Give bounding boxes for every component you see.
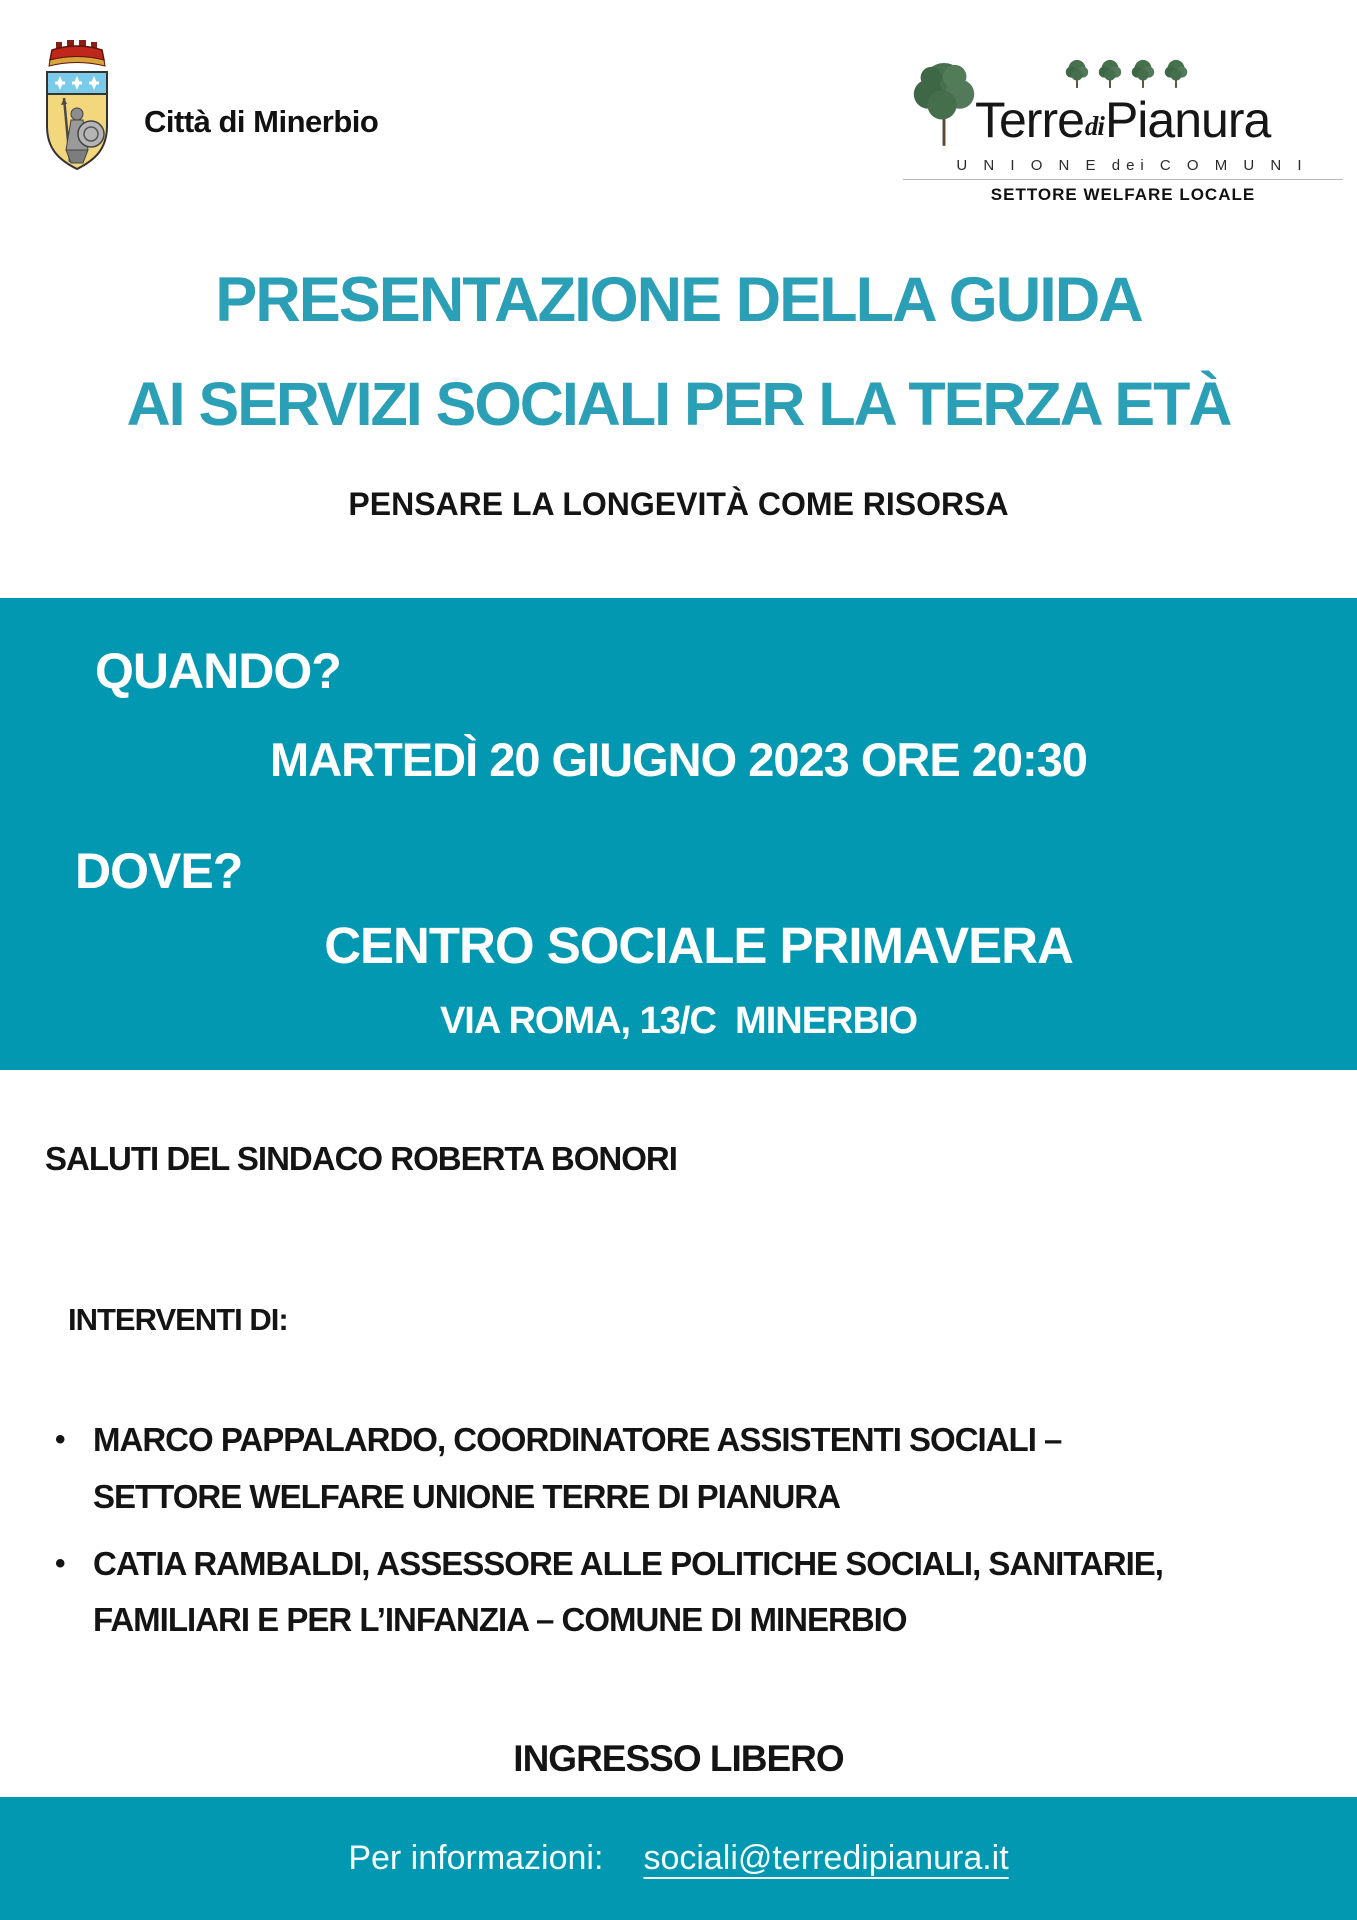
when-label: QUANDO?	[95, 643, 341, 699]
speaker-line: CATIA RAMBALDI, ASSESSORE ALLE POLITICHE SOCIALI, SANITARIE,	[93, 1544, 1163, 1582]
footer-band	[0, 1797, 1357, 1920]
speakers-label: INTERVENTI DI:	[68, 1302, 288, 1337]
speaker-line: SETTORE WELFARE UNIONE TERRE DI PIANURA	[93, 1477, 840, 1515]
terre-word-last: Pianura	[1104, 92, 1271, 148]
where-label: DOVE?	[75, 843, 243, 899]
event-subtitle: PENSARE LA LONGEVITÀ COME RISORSA	[348, 486, 1009, 522]
logo-divider	[903, 179, 1343, 180]
where-value: CENTRO SOCIALE PRIMAVERA	[324, 917, 1073, 974]
contact-email-link[interactable]: sociali@terredipianura.it	[643, 1839, 1009, 1877]
small-tree-icon	[1063, 56, 1091, 90]
small-tree-icon	[1129, 56, 1157, 90]
speaker-line: MARCO PAPPALARDO, COORDINATORE ASSISTENTI SOCIALI –	[93, 1421, 1062, 1458]
small-tree-icon	[1096, 56, 1124, 90]
speakers-list	[55, 1412, 1305, 1659]
terre-word-di: di	[1084, 111, 1104, 141]
minerbio-label: Città di Minerbio	[144, 104, 379, 139]
small-trees-row	[1063, 56, 1190, 90]
info-label: Per informazioni:	[348, 1839, 604, 1877]
terre-logo-wordmark	[975, 91, 1335, 149]
big-tree-icon	[905, 50, 983, 150]
bullet-icon: •	[55, 1423, 65, 1456]
speaker-line: FAMILIARI E PER L’INFANZIA – COMUNE DI MINERBIO	[93, 1601, 907, 1639]
mayor-greeting-text: SALUTI DEL SINDACO ROBERTA BONORI	[45, 1140, 677, 1177]
speaker-item	[55, 1412, 1305, 1526]
terre-word-first: Terre	[975, 92, 1084, 148]
minerbio-crest-icon	[36, 30, 118, 172]
bullet-icon: •	[55, 1546, 65, 1580]
event-title-line1: PRESENTAZIONE DELLA GUIDA	[215, 265, 1142, 335]
minerbio-logo	[36, 30, 378, 172]
speaker-text	[93, 1536, 1163, 1650]
welfare-sector-label: SETTORE WELFARE LOCALE	[990, 185, 1256, 204]
speaker-text	[93, 1412, 1061, 1526]
when-value: MARTEDÌ 20 GIUGNO 2023 ORE 20:30	[270, 733, 1087, 786]
unione-comuni-label: U N I O N E dei C O M U N I	[956, 157, 1308, 174]
free-admission-text: INGRESSO LIBERO	[513, 1738, 844, 1779]
event-info-band	[0, 598, 1357, 1070]
small-tree-icon	[1162, 56, 1190, 90]
where-address: VIA ROMA, 13/C MINERBIO	[439, 1000, 918, 1042]
terre-di-pianura-logo	[877, 36, 1347, 216]
event-title-line2: AI SERVIZI SOCIALI PER LA TERZA ETÀ	[126, 370, 1231, 438]
speaker-item	[55, 1536, 1305, 1650]
